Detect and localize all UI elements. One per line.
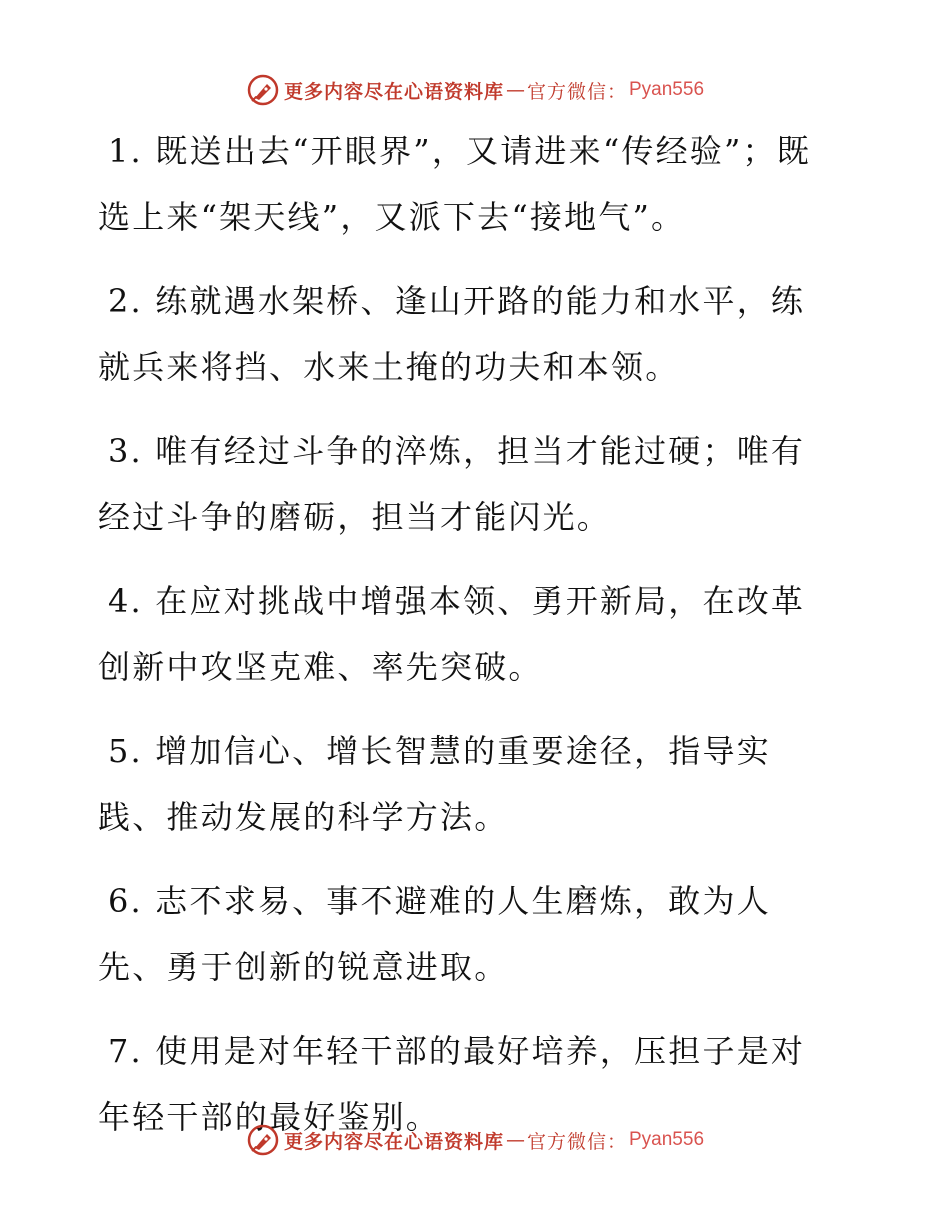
list-item-1: 1. 既送出去“开眼界”，又请进来“传经验”；既选上来“架天线”，又派下去“接地气”。 — [98, 132, 811, 236]
pen-nib-logo-icon — [246, 73, 280, 107]
watermark-label: 官方微信： — [526, 80, 627, 103]
header-watermark — [0, 70, 950, 110]
watermark-wechat-id: Pyan556 — [629, 79, 705, 100]
watermark-label: 官方微信： — [526, 1130, 627, 1153]
watermark-main-text: 更多内容尽在心语资料库 — [283, 80, 504, 103]
list-item-3: 3. 唯有经过斗争的淬炼，担当才能过硬；唯有经过斗争的磨砺，担当才能闪光。 — [98, 432, 806, 536]
list-item-2: 2. 练就遇水架桥、逢山开路的能力和水平，练就兵来将挡、水来土掩的功夫和本领。 — [98, 282, 806, 386]
document-body — [98, 118, 838, 1168]
watermark-wechat-id: Pyan556 — [629, 1129, 705, 1150]
pen-nib-logo-icon — [246, 1123, 280, 1157]
watermark-separator: — — [505, 1129, 525, 1151]
list-item-5: 5. 增加信心、增长智慧的重要途径，指导实践、推动发展的科学方法。 — [98, 732, 771, 836]
list-item-4: 4. 在应对挑战中增强本领、勇开新局，在改革创新中攻坚克难、率先突破。 — [98, 582, 806, 686]
watermark-separator: — — [505, 79, 525, 101]
watermark-main-text: 更多内容尽在心语资料库 — [283, 1130, 504, 1153]
list-item-7: 7. 使用是对年轻干部的最好培养，压担子是对年轻干部的最好鉴别。 — [98, 1032, 806, 1136]
list-item-6: 6. 志不求易、事不避难的人生磨炼，敢为人先、勇于创新的锐意进取。 — [98, 882, 771, 986]
footer-watermark — [0, 1120, 950, 1160]
